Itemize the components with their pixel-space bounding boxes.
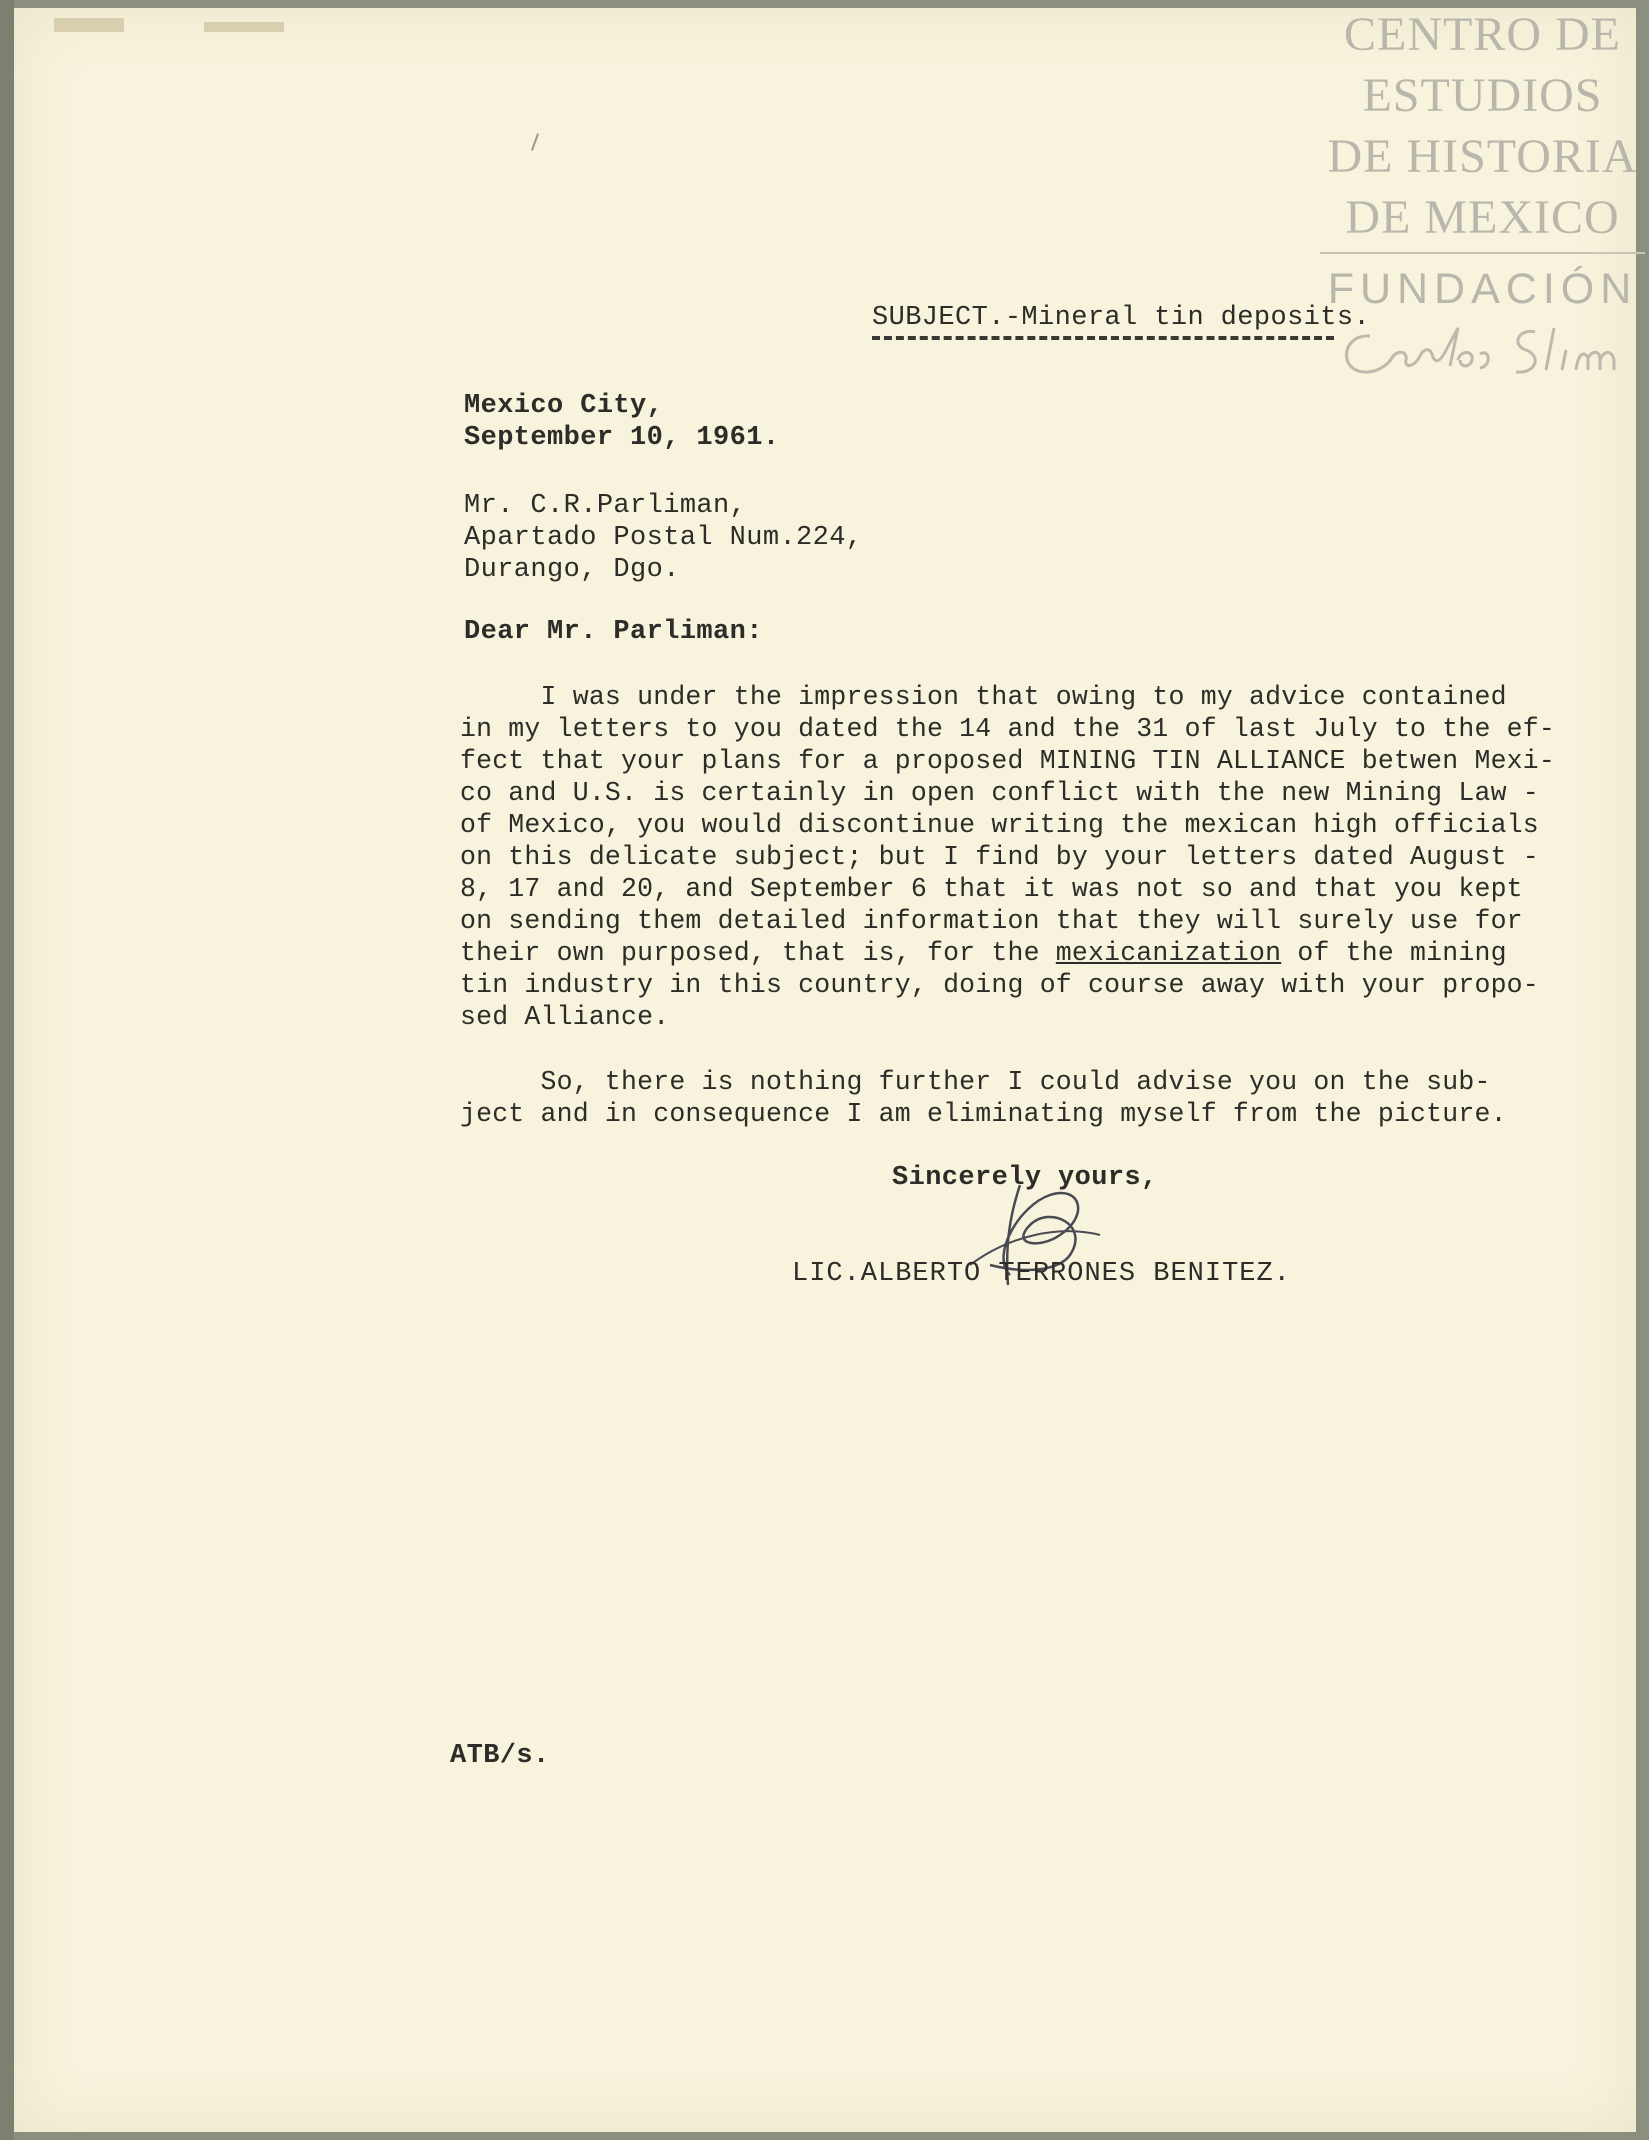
body-line-end: of the mining [1281, 938, 1507, 968]
watermark-divider [1320, 252, 1645, 254]
closing: Sincerely yours, [892, 1163, 1158, 1193]
body-line: 8, 17 and 20, and September 6 that it was not so and that you kept [460, 874, 1523, 904]
subject-underline [872, 336, 1334, 340]
body-line: in my letters to you dated the 14 and the 31 of last July to the ef- [460, 714, 1555, 744]
body-line: tin industry in this country, doing of course away with your propo- [460, 970, 1539, 1000]
archive-watermark [1320, 4, 1645, 394]
paper-mark [531, 133, 539, 151]
tape-mark [204, 22, 284, 32]
body-line: of Mexico, you would discontinue writing the mexican high officials [460, 810, 1539, 840]
carlos-slim-signature-icon [1330, 314, 1640, 394]
body-paragraph-1 [460, 681, 1555, 1033]
signer-name: LIC.ALBERTO TERRONES BENITEZ. [792, 1259, 1291, 1289]
watermark-foundation: FUNDACIÓN [1327, 265, 1638, 313]
letter-date: September 10, 1961. [464, 423, 780, 453]
subject-line: SUBJECT.-Mineral tin deposits. [872, 303, 1371, 333]
typist-initials: ATB/s. [450, 1741, 550, 1771]
recipient-city: Durango, Dgo. [464, 555, 680, 585]
salutation: Dear Mr. Parliman: [464, 617, 763, 647]
watermark-line: DE HISTORIA [1327, 130, 1638, 183]
tape-mark [54, 18, 124, 32]
body-line-start: their own purposed, that is, for the [460, 938, 1056, 968]
letter-place: Mexico City, [464, 391, 664, 421]
underlined-word: mexicanization [1055, 938, 1282, 968]
body-line: on sending them detailed information that they will surely use for [460, 906, 1523, 936]
body-line [460, 937, 1540, 969]
body-line: on this delicate subject; but I find by your letters dated August - [460, 842, 1539, 872]
body-line: co and U.S. is certainly in open conflict with the new Mining Law - [460, 778, 1539, 808]
body-line: sed Alliance. [460, 1002, 670, 1032]
recipient-name: Mr. C.R.Parliman, [464, 491, 747, 521]
scan-edge [0, 0, 14, 2140]
watermark-line: DE MEXICO [1345, 191, 1620, 244]
watermark-line: CENTRO DE [1344, 8, 1621, 61]
body-line: I was under the impression that owing to my advice contained [460, 682, 1507, 712]
body-line: So, there is nothing further I could advise you on the sub- [460, 1067, 1491, 1097]
recipient-address: Apartado Postal Num.224, [464, 523, 863, 553]
body-paragraph-2 [460, 1066, 1540, 1130]
body-line: ject and in consequence I am eliminating myself from the picture. [460, 1099, 1507, 1129]
watermark-line: ESTUDIOS [1362, 69, 1603, 122]
body-line: fect that your plans for a proposed MINING TIN ALLIANCE betwen Mexi- [460, 746, 1555, 776]
